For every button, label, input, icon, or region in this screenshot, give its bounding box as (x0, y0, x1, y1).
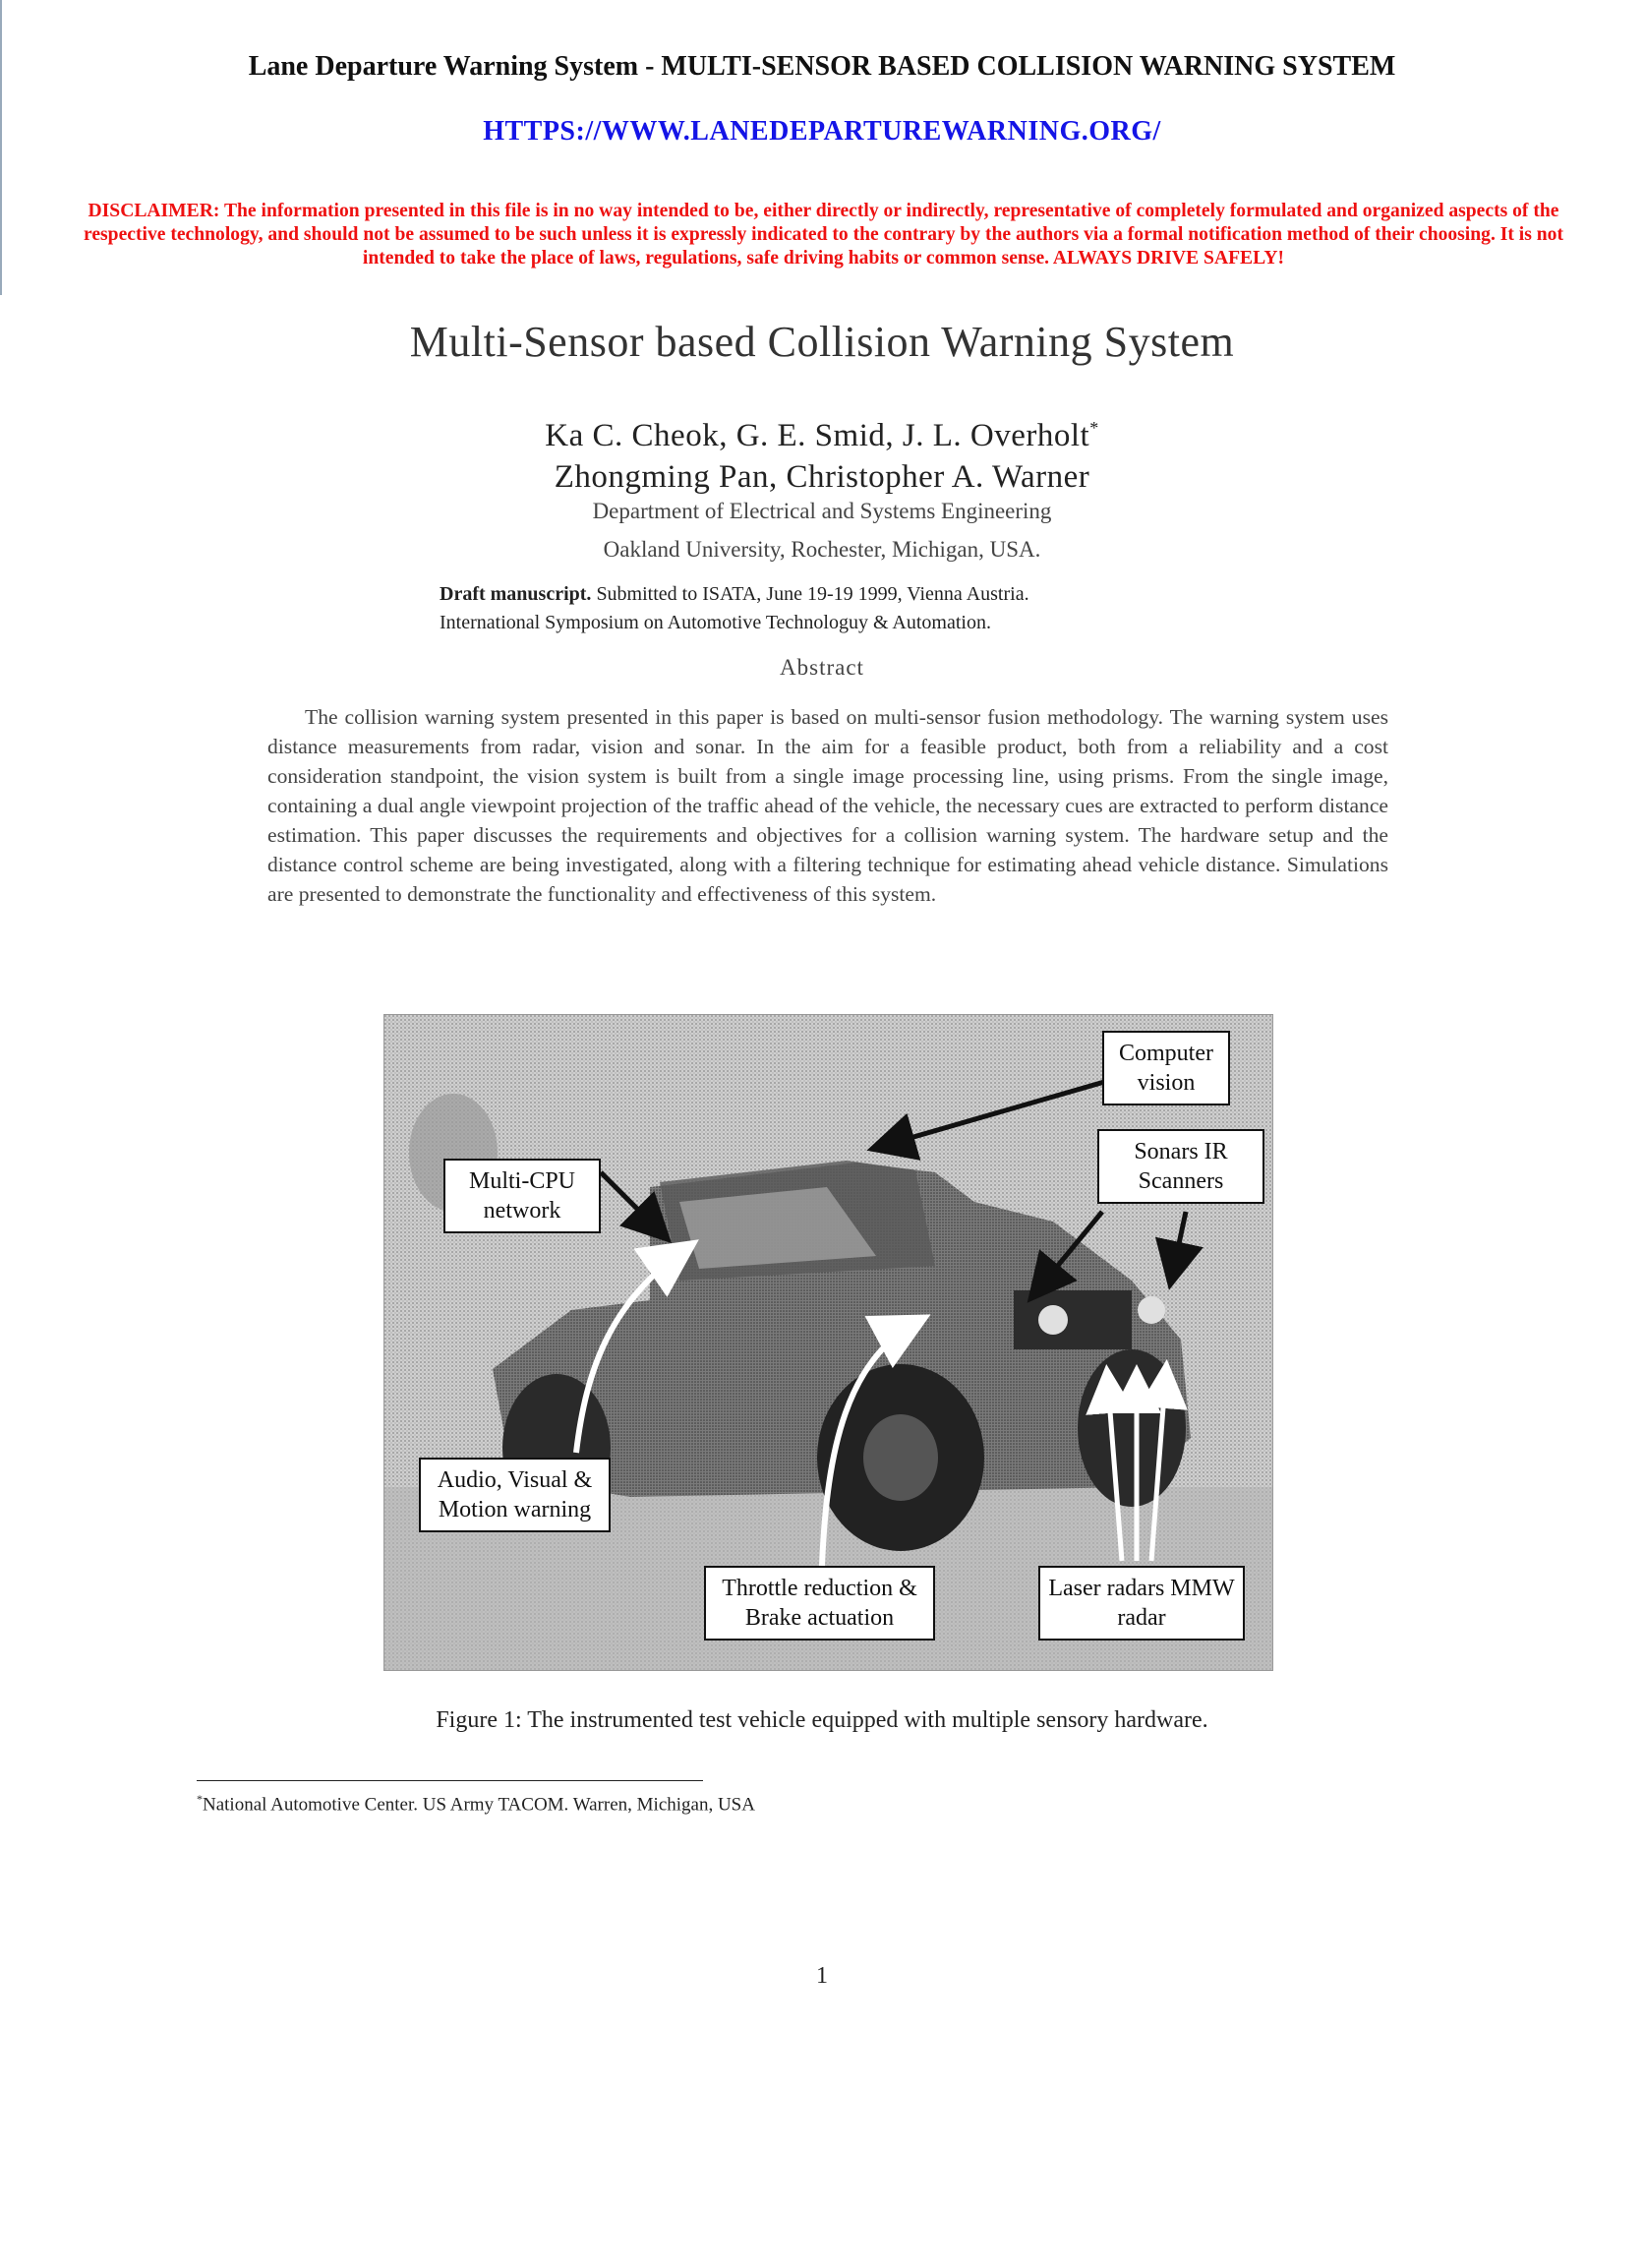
page-left-border (0, 0, 2, 295)
figure-caption: Figure 1: The instrumented test vehicle equipped with multiple sensory hardware. (436, 1707, 1208, 1733)
label-computer-vision: Computer vision (1102, 1031, 1230, 1105)
disclaimer-text: DISCLAIMER: The information presented in this file is in no way intended to be, either directly or indirectly, representative of completely formulated and organized aspects of the respective technology, and should not be assumed to be such unless it is expressly indicated to the contrary by the authors via a formal notification method of their choosing. It is not intended to take the place of laws, regulations, safe driving habits or common sense. ALWAYS DRIVE SAFELY! (84, 201, 1563, 269)
draft-label: Draft manuscript. (440, 583, 592, 605)
label-sonars-ir-scanners: Sonars IR Scanners (1097, 1129, 1264, 1204)
label-throttle-brake: Throttle reduction & Brake actuation (704, 1566, 935, 1641)
footnote-text: National Automotive Center. US Army TACOM. Warren, Michigan, USA (203, 1794, 755, 1816)
label-laser-mmw-radar: Laser radars MMW radar (1038, 1566, 1245, 1641)
banner-url-link[interactable]: HTTPS://WWW.LANEDEPARTUREWARNING.ORG/ (483, 116, 1161, 147)
authors-line-1: Ka C. Cheok, G. E. Smid, J. L. Overholt (545, 418, 1090, 453)
abstract-body: The collision warning system presented in this paper is based on multi-sensor fusion methodology. The warning system uses distance measurements from radar, vision and sonar. In the aim for a feasible product, both from a reliability and a cost consideration standpoint, the vision system is built from a single image processing line, using prisms. From the single image, containing a dual angle viewpoint projection of the traffic ahead of the vehicle, the necessary cues are extracted to perform distance estimation. This paper discusses the requirements and objectives for a collision warning system. The hardware setup and the distance control scheme are being investigated, along with a filtering technique for estimating ahead vehicle distance. Simulations are presented to demonstrate the functionality and effectiveness of this system. (267, 705, 1388, 906)
page-number: 1 (816, 1963, 828, 1989)
authors-line-2: Zhongming Pan, Christopher A. Warner (554, 459, 1090, 495)
banner-title: Lane Departure Warning System - MULTI-SENSOR BASED COLLISION WARNING SYSTEM (248, 51, 1396, 82)
affiliation-line-1: Department of Electrical and Systems Engineering (592, 499, 1052, 523)
footnote-mark: * (197, 1792, 203, 1806)
figure-vehicle-photo (383, 1014, 1273, 1671)
author-list (0, 407, 1644, 498)
footnote (197, 1792, 755, 1816)
paper-title: Multi-Sensor based Collision Warning System (409, 318, 1235, 366)
draft-note (440, 580, 1324, 637)
affiliation-line-2: Oakland University, Rochester, Michigan, USA. (603, 537, 1041, 562)
grille (1014, 1290, 1132, 1349)
author-footnote-mark: * (1089, 418, 1099, 438)
label-audio-visual-motion-warning: Audio, Visual & Motion warning (419, 1458, 611, 1532)
label-multi-cpu-network: Multi-CPU network (443, 1159, 601, 1233)
draft-text: Submitted to ISATA, June 19-19 1999, Vienna Austria. (591, 583, 1029, 605)
footnote-divider (197, 1780, 703, 1781)
affiliation (0, 492, 1644, 568)
draft-line-2: International Symposium on Automotive Technologuy & Automation. (440, 612, 991, 633)
abstract-heading: Abstract (780, 655, 864, 680)
